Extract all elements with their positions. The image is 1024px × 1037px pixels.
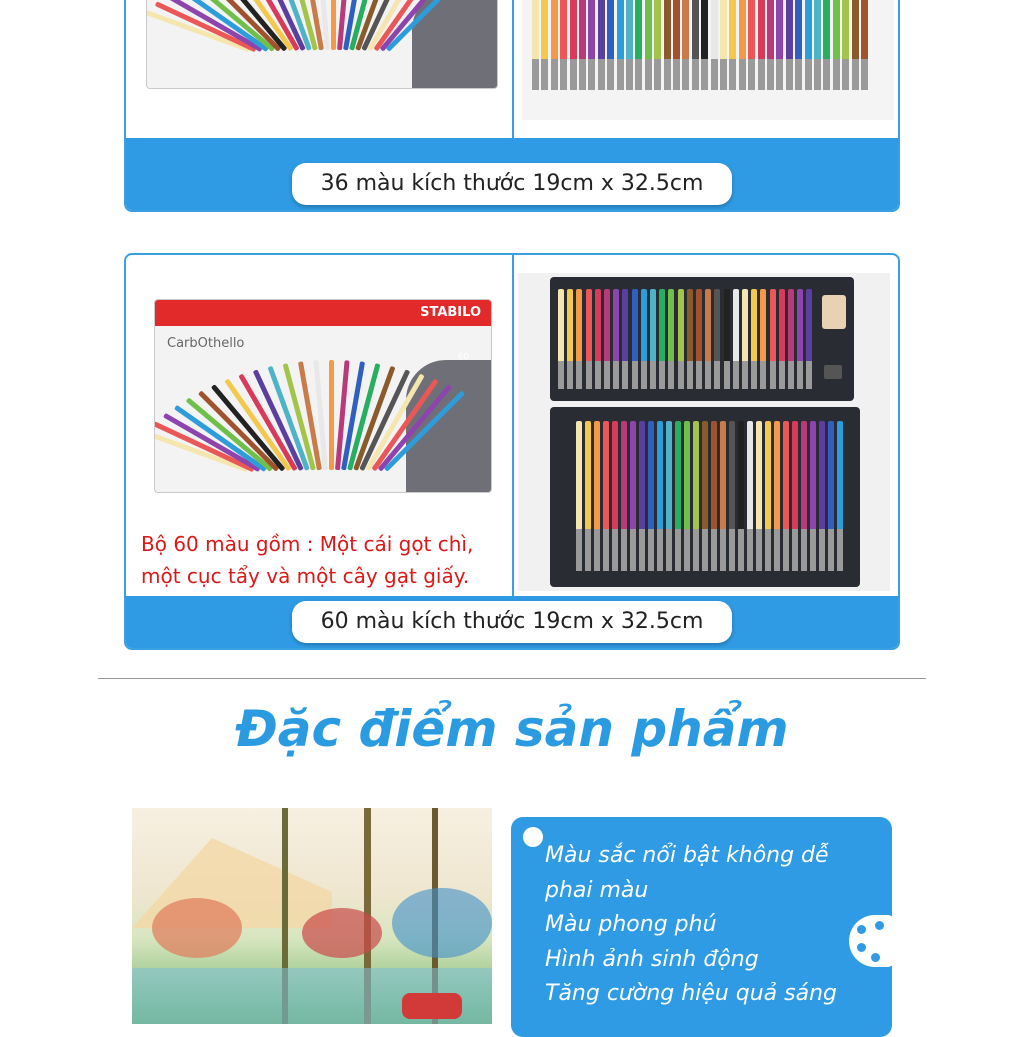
pencil (617, 0, 624, 90)
pencil (797, 289, 803, 389)
pencil (810, 421, 816, 571)
feature-line: phai màu (545, 877, 649, 903)
pencil (675, 421, 681, 571)
feature-line: Tăng cường hiệu quả sáng (545, 981, 837, 1006)
tin-image-60 (154, 299, 492, 493)
pencil (801, 421, 807, 571)
pencil (570, 0, 577, 90)
pencil (751, 289, 757, 389)
pencil (668, 289, 674, 389)
pencil (861, 0, 868, 90)
pencil (833, 0, 840, 90)
pencil (654, 0, 661, 90)
features-heading: Đặc điểm sản phẩm (235, 700, 789, 758)
pencil (714, 289, 720, 389)
pencil (329, 360, 334, 470)
pencil (560, 0, 567, 90)
size-caption-36: 36 màu kích thước 19cm x 32.5cm (292, 163, 732, 205)
pencil (748, 0, 755, 90)
pencil (702, 421, 708, 571)
pencil (705, 289, 711, 389)
pencil (823, 0, 830, 90)
pencil (673, 0, 680, 90)
pencil (770, 289, 776, 389)
pencil (594, 421, 600, 571)
pencil-count: 60 (457, 352, 469, 362)
pencil (630, 421, 636, 571)
pencil (696, 289, 702, 389)
features-panel (511, 817, 892, 1037)
pencil (733, 289, 739, 389)
product-name: CarbOthello (167, 336, 245, 351)
pencil (607, 0, 614, 90)
pencil (786, 0, 793, 90)
pencil (645, 0, 652, 90)
pencil (586, 289, 592, 389)
pencil (532, 0, 539, 90)
pencil (738, 421, 744, 571)
pencil (621, 421, 627, 571)
pencil (576, 421, 582, 571)
pencil (837, 421, 843, 571)
pencil (729, 0, 736, 90)
pencil (756, 421, 762, 571)
pencil (687, 289, 693, 389)
brand-logo: STABILO (420, 305, 481, 320)
pencil (541, 0, 548, 90)
pencil (567, 289, 573, 389)
pencil (720, 421, 726, 571)
pencil (588, 0, 595, 90)
pencil (774, 421, 780, 571)
pencil (666, 421, 672, 571)
sample-drawing-image (132, 808, 492, 1024)
pencil (795, 0, 802, 90)
eraser (822, 295, 846, 329)
features-list (545, 839, 837, 1012)
pencil (788, 289, 794, 389)
pencil (678, 289, 684, 389)
pencil (806, 289, 812, 389)
tray-image-60 (518, 273, 890, 591)
pencil (828, 421, 834, 571)
pencil (682, 0, 689, 90)
pencil (603, 421, 609, 571)
note-line-2: một cục tẩy và một cây gạt giấy. (141, 564, 470, 588)
pencil (604, 289, 610, 389)
pencil (765, 421, 771, 571)
pencil (711, 421, 717, 571)
pencil (701, 0, 708, 90)
pencil (635, 0, 642, 90)
pencil (693, 421, 699, 571)
pencil (598, 0, 605, 90)
pencil (622, 289, 628, 389)
pencil (819, 421, 825, 571)
pencil (612, 421, 618, 571)
pencil (852, 0, 859, 90)
pencil (641, 289, 647, 389)
feature-line: Màu sắc nổi bật không dễ (545, 843, 829, 868)
feature-line: Hình ảnh sinh động (545, 946, 759, 972)
pencil (632, 289, 638, 389)
pencil (779, 289, 785, 389)
feature-line: Màu phong phú (545, 912, 717, 937)
sharpener (824, 365, 842, 379)
pencil (711, 0, 718, 90)
palette-icon (849, 915, 895, 967)
pencil (331, 0, 336, 50)
pencil (767, 0, 774, 90)
pencil (783, 421, 789, 571)
size-caption-60: 60 màu kích thước 19cm x 32.5cm (292, 601, 732, 643)
product-card-36 (124, 0, 900, 212)
pencil (639, 421, 645, 571)
pencil (842, 0, 849, 90)
pencil (558, 289, 564, 389)
pencil (664, 0, 671, 90)
pencil (657, 421, 663, 571)
pencil (650, 289, 656, 389)
pencil (720, 0, 727, 90)
pencil (576, 289, 582, 389)
pencil (684, 421, 690, 571)
pencil (805, 0, 812, 90)
pencil (814, 0, 821, 90)
pencil (724, 289, 730, 389)
section-divider (98, 678, 926, 679)
pencil (585, 421, 591, 571)
set-contents-note (141, 528, 473, 592)
pencil (692, 0, 699, 90)
pencil (626, 0, 633, 90)
note-line-1: Bộ 60 màu gồm : Một cái gọt chì, (141, 532, 474, 556)
pencil (792, 421, 798, 571)
pencil (659, 289, 665, 389)
pencil (739, 0, 746, 90)
tray-image-36 (522, 0, 894, 120)
pencil (742, 289, 748, 389)
pencil (551, 0, 558, 90)
pencil (648, 421, 654, 571)
pencil (776, 0, 783, 90)
pencil (579, 0, 586, 90)
pencil (595, 289, 601, 389)
pencil (613, 289, 619, 389)
bullet-dot (523, 827, 543, 847)
pencil (758, 0, 765, 90)
pencil (747, 421, 753, 571)
pencil (729, 421, 735, 571)
tin-image-36 (146, 0, 498, 89)
pencil (760, 289, 766, 389)
